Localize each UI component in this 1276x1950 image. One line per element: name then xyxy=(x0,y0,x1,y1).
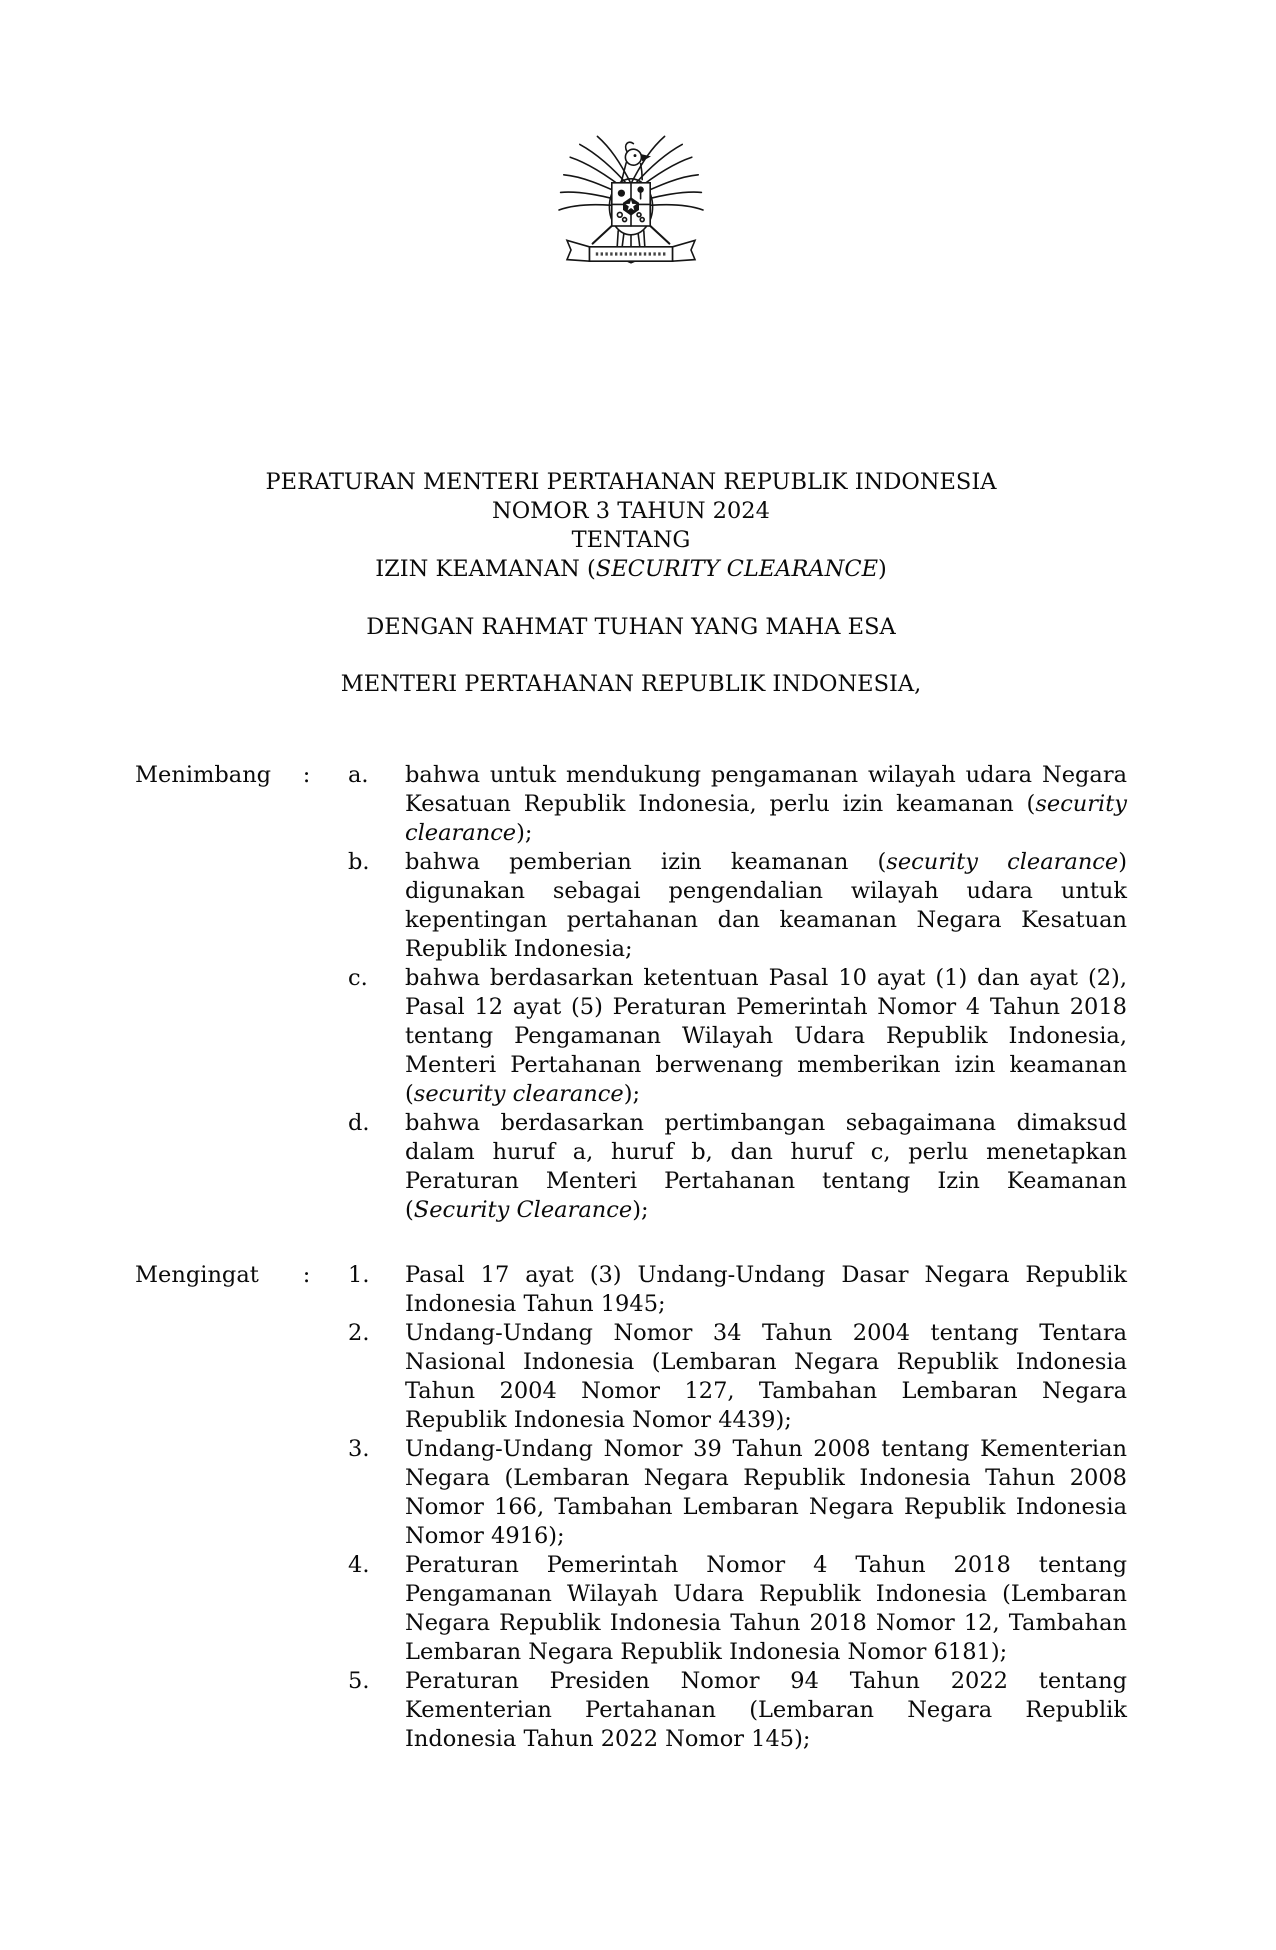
legal-basis-item xyxy=(348,1667,1127,1754)
list-item-marker: 2. xyxy=(348,1320,370,1346)
list-item-text: Peraturan Pemerintah Nomor 4 Tahun 2018 tentang Pengamanan Wilayah Udara Republik Indonesia (Lembaran Negara Republik Indonesia Tahun 2018 Nomor 12, Tambahan Lembaran Negara Republik Indonesia Nomor 6181); xyxy=(405,1552,1127,1665)
list-item-text: Undang-Undang Nomor 39 Tahun 2008 tentang Kementerian Negara (Lembaran Negara Republik Indonesia Tahun 2008 Nomor 166, Tambahan Lembaran Negara Republik Indonesia Nomor 4916); xyxy=(405,1436,1127,1549)
heading-regulation-number: NOMOR 3 TAHUN 2024 xyxy=(492,498,770,524)
heading-subject-suffix: ) xyxy=(878,556,887,582)
consideration-item xyxy=(348,964,1127,1109)
list-item-text: Undang-Undang Nomor 34 Tahun 2004 tentang Tentara Nasional Indonesia (Lembaran Negara Republik Indonesia Tahun 2004 Nomor 127, Tambahan Lembaran Negara Republik Indonesia Nomor 4439); xyxy=(405,1320,1127,1433)
list-item-marker: 1. xyxy=(348,1262,370,1288)
legal-basis-section xyxy=(135,1261,1127,1754)
enacting-authority-line: MENTERI PERTAHANAN REPUBLIK INDONESIA, xyxy=(340,671,922,697)
legal-basis-item xyxy=(348,1319,1127,1435)
considerations-colon: : xyxy=(302,762,311,788)
heading-regulation-title: PERATURAN MENTERI PERTAHANAN REPUBLIK INDONESIA xyxy=(265,469,997,495)
list-item-text: bahwa pemberian izin keamanan (security clearance) digunakan sebagai pengendalian wilayah udara untuk kepentingan pertahanan dan keamanan Negara Kesatuan Republik Indonesia; xyxy=(405,849,1128,962)
consideration-item xyxy=(348,848,1127,964)
legal-basis-colon: : xyxy=(302,1262,311,1288)
list-item-marker: 5. xyxy=(348,1668,370,1694)
legal-basis-label: Mengingat xyxy=(135,1262,259,1288)
list-item-text: bahwa berdasarkan ketentuan Pasal 10 ayat (1) dan ayat (2), Pasal 12 ayat (5) Peraturan Pemerintah Nomor 4 Tahun 2018 tentang Pengamanan Wilayah Udara Republik Indonesia, Menteri Pertahanan berwenang memberikan izin keamanan (security clearance); xyxy=(405,965,1127,1107)
list-item-marker: 3. xyxy=(348,1436,370,1462)
consideration-item xyxy=(348,1109,1127,1225)
legal-basis-item xyxy=(348,1435,1127,1551)
list-item-marker: 4. xyxy=(348,1552,370,1578)
list-item-text: Pasal 17 ayat (3) Undang-Undang Dasar Negara Republik Indonesia Tahun 1945; xyxy=(405,1262,1127,1317)
list-item-marker: c. xyxy=(348,965,368,991)
heading-subject-italic: SECURITY CLEARANCE xyxy=(595,556,878,582)
garuda-eagle-icon xyxy=(543,130,719,314)
heading-subject xyxy=(135,555,1127,584)
heading-tentang: TENTANG xyxy=(571,527,691,553)
list-item-marker: a. xyxy=(348,762,369,788)
considerations-label: Menimbang xyxy=(135,762,272,788)
consideration-item xyxy=(348,761,1127,848)
list-item-text: Peraturan Presiden Nomor 94 Tahun 2022 tentang Kementerian Pertahanan (Lembaran Negara Republik Indonesia Tahun 2022 Nomor 145); xyxy=(405,1668,1127,1752)
legal-basis-item xyxy=(348,1261,1127,1319)
list-item-text: bahwa untuk mendukung pengamanan wilayah udara Negara Kesatuan Republik Indonesia, perlu izin keamanan (security clearance); xyxy=(405,762,1127,846)
legal-basis-item xyxy=(348,1551,1127,1667)
document-heading xyxy=(135,468,1127,584)
invocation-line: DENGAN RAHMAT TUHAN YANG MAHA ESA xyxy=(366,614,896,640)
considerations-items xyxy=(348,761,1127,1225)
list-item-text: bahwa berdasarkan pertimbangan sebagaimana dimaksud dalam huruf a, huruf b, dan huruf c, perlu menetapkan Peraturan Menteri Pertahanan tentang Izin Keamanan (Security Clearance); xyxy=(405,1110,1127,1223)
heading-subject-prefix: IZIN KEAMANAN ( xyxy=(375,556,596,582)
garuda-pancasila-emblem xyxy=(135,130,1127,322)
list-item-marker: b. xyxy=(348,849,370,875)
considerations-section xyxy=(135,761,1127,1225)
list-item-marker: d. xyxy=(348,1110,370,1136)
legal-basis-items xyxy=(348,1261,1127,1754)
